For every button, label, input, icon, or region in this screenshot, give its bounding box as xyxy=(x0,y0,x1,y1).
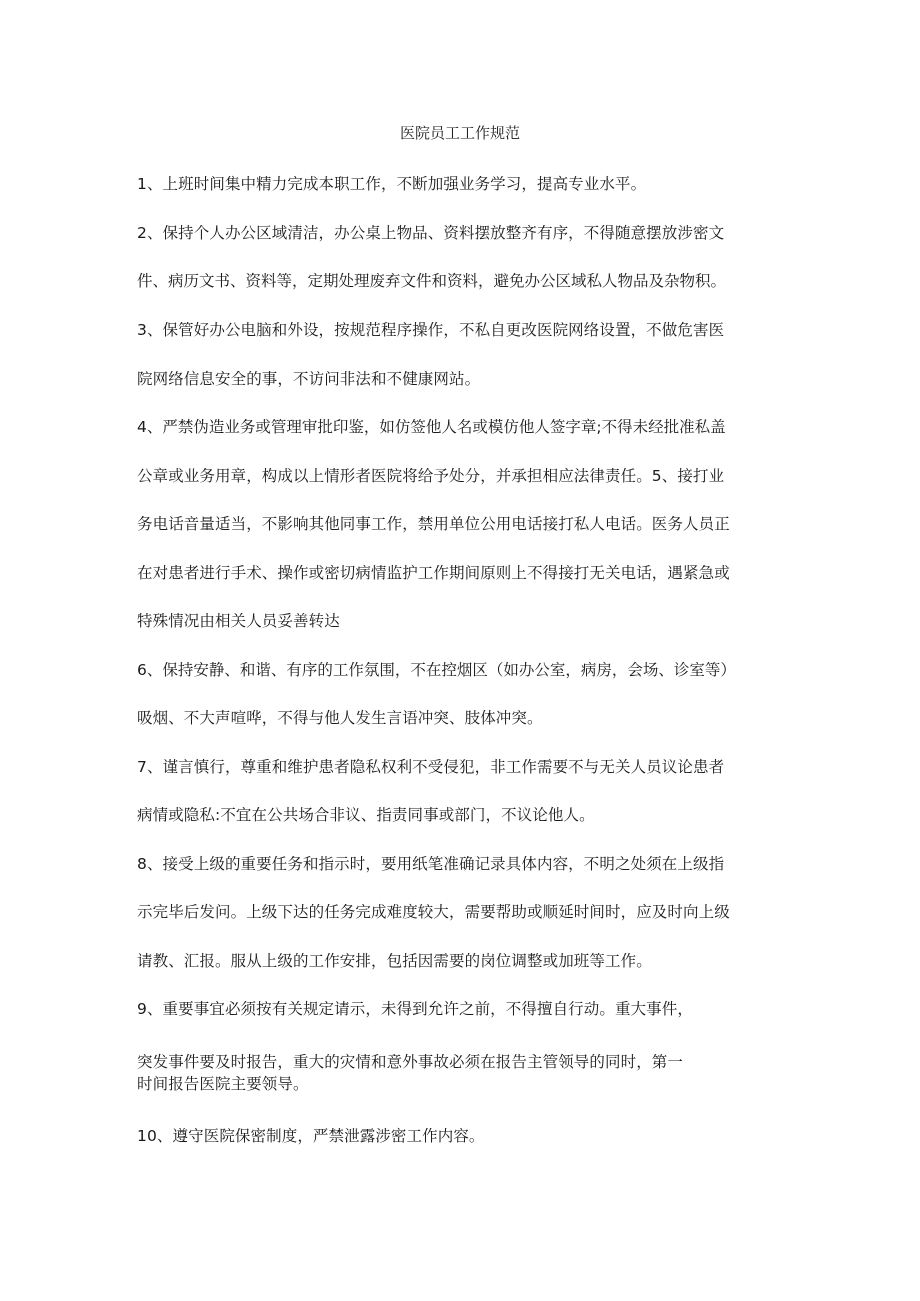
paragraph-line: 示完毕后发问。上级下达的任务完成难度较大，需要帮助或顺延时间时，应及时向上级 xyxy=(137,903,730,921)
paragraph-line: 8、接受上级的重要任务和指示时，要用纸笔准确记录具体内容，不明之处须在上级指 xyxy=(137,855,725,873)
paragraph-line: 件、病历文书、资料等，定期处理废弃文件和资料，避免办公区域私人物品及杂物积。 xyxy=(137,272,727,290)
paragraph-line: 3、保管好办公电脑和外设，按规范程序操作，不私自更改医院网络设置，不做危害医 xyxy=(137,321,725,339)
paragraph-line: 6、保持安静、和谐、有序的工作氛围，不在控烟区（如办公室，病房，会场、诊室等） xyxy=(137,661,736,679)
paragraph-line: 9、重要事宜必须按有关规定请示，未得到允许之前，不得擅自行动。重大事件， xyxy=(137,1000,693,1018)
paragraph-line: 4、严禁伪造业务或管理审批印鉴，如仿签他人名或模仿他人签字章;不得未经批准私盖 xyxy=(137,418,726,436)
paragraph-line: 院网络信息安全的事，不访问非法和不健康网站。 xyxy=(137,370,481,388)
paragraph-line: 务电话音量适当，不影响其他同事工作，禁用单位公用电话接打私人电话。医务人员正 xyxy=(137,515,730,533)
document-title: 医院员工工作规范 xyxy=(399,124,520,142)
paragraph-line: 病情或隐私:不宜在公共场合非议、指责同事或部门，不议论他人。 xyxy=(137,806,595,824)
paragraph-line: 在对患者进行手术、操作或密切病情监护工作期间原则上不得接打无关电话，遇紧急或 xyxy=(137,564,730,582)
paragraph-line: 1、上班时间集中精力完成本职工作，不断加强业务学习，提高专业水平。 xyxy=(137,175,647,193)
paragraph-line: 时间报告医院主要领导。 xyxy=(137,1075,309,1093)
paragraph-line: 特殊情况由相关人员妥善转达 xyxy=(137,612,340,630)
paragraph-line: 突发事件要及时报告，重大的灾情和意外事故必须在报告主管领导的同时，第一 xyxy=(137,1053,684,1071)
paragraph-line: 10、遵守医院保密制度，严禁泄露涉密工作内容。 xyxy=(137,1127,485,1145)
paragraph-line: 2、保持个人办公区域清洁，办公桌上物品、资料摆放整齐有序，不得随意摆放涉密文 xyxy=(137,224,725,242)
paragraph-line: 7、谨言慎行，尊重和维护患者隐私权利不受侵犯，非工作需要不与无关人员议论患者 xyxy=(137,758,725,776)
paragraph-line: 请教、汇报。服从上级的工作安排，包括因需要的岗位调整或加班等工作。 xyxy=(137,952,652,970)
paragraph-line: 吸烟、不大声喧哗，不得与他人发生言语冲突、肢体冲突。 xyxy=(137,709,543,727)
paragraph-line: 公章或业务用章，构成以上情形者医院将给予处分，并承担相应法律责任。5、接打业 xyxy=(137,467,725,485)
